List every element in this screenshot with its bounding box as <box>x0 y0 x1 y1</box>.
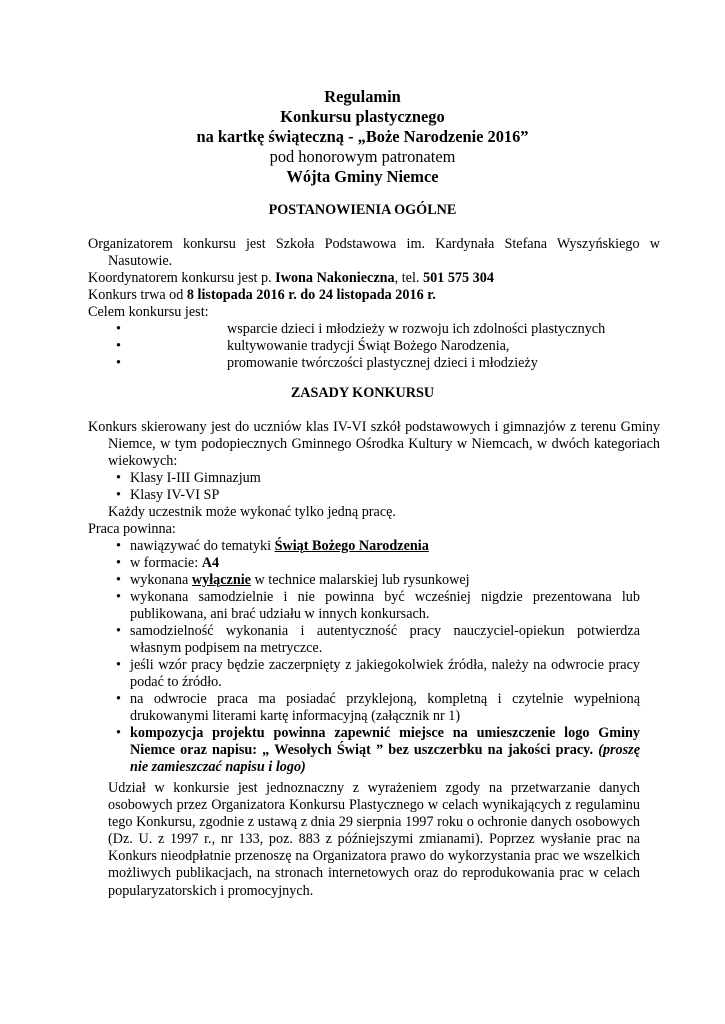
title-regulamin: Regulamin <box>324 87 401 106</box>
goal-intro: Celem konkursu jest: <box>88 304 209 320</box>
goal-bullet-1: • <box>116 321 121 337</box>
category-label-2: Klasy IV-VI SP <box>130 487 220 503</box>
consent-paragraph: Udział w konkursie jest jednoznaczny z wyrażeniem zgody na przetwarzanie danych osobowych przez Organizatora Konkursu Plastycznego w celach wynikających z regulaminu tego Konkursu, zgodnie z ustawą z dnia 29 sierpnia 1997 roku o ochronie danych osobowych (Dz. U. z 1997 r., nr 133, poz. 883 z późniejszymi zmianami). Poprzez wysłanie prac na Konkurs nieodpłatnie przenoszę na Organizatora prawo do wykorzystania prac we wszelkich możliwych publikacjach, na stronach internetowych oraz do reprodukowania prac w celach popularyzatorskich i promocyjnych. <box>108 780 640 899</box>
requirement-3-prefix: wykonana <box>130 572 192 588</box>
category-bullet-1: • <box>116 470 121 486</box>
title-card-theme: na kartkę świąteczną - „Boże Narodzenie 2016” <box>196 127 529 146</box>
goal-item-2: kultywowanie tradycji Świąt Bożego Narodzenia, <box>227 338 510 354</box>
requirement-bullet-7: • <box>116 691 121 707</box>
requirement-bullet-8: • <box>116 725 121 741</box>
section-heading-rules: ZASADY KONKURSU <box>290 385 435 401</box>
contest-intro-paragraph: Konkurs skierowany jest do uczniów klas IV-VI szkół podstawowych i gimnazjów z terenu Gminy Niemce, w tym podopiecznych Gminnego Ośrodka Kultury w Niemcach, w dwóch kategoriach wiekowych: <box>88 419 660 470</box>
category-label-1: Klasy I-III Gimnazjum <box>130 470 261 486</box>
requirement-4-text: wykonana samodzielnie i nie powinna być wcześniej nigdzie prezentowana lub publikowana, ani brać udziału w innych konkursach. <box>130 589 640 623</box>
requirement-3-only: wyłącznie <box>191 572 251 588</box>
section-heading-general: POSTANOWIENIA OGÓLNE <box>268 202 457 218</box>
requirement-6-text: jeśli wzór pracy będzie zaczerpnięty z jakiegokolwiek źródła, należy na odwrocie pracy podać to źródło. <box>130 657 640 691</box>
requirement-3-suffix: w technice malarskiej lub rysunkowej <box>250 572 470 588</box>
one-work-line: Każdy uczestnik może wykonać tylko jedną pracę. <box>108 504 396 520</box>
work-intro: Praca powinna: <box>88 521 176 537</box>
goal-bullet-3: • <box>116 355 121 371</box>
category-bullet-2: • <box>116 487 121 503</box>
duration-prefix: Konkurs trwa od <box>88 287 187 303</box>
requirement-1-prefix: nawiązywać do tematyki <box>130 538 275 554</box>
duration-line <box>88 287 436 304</box>
requirement-7-text: na odwrocie praca ma posiadać przyklejoną, kompletną i czytelnie wypełnioną drukowanymi literami kartę informacyjną (załącznik nr 1) <box>130 691 640 725</box>
requirement-bullet-4: • <box>116 589 121 605</box>
requirement-8-italic: (proszę nie zamieszczać napisu i logo) <box>130 742 640 776</box>
goal-bullet-2: • <box>116 338 121 354</box>
coordinator-name: Iwona Nakonieczna <box>275 270 395 286</box>
duration-dates: 8 listopada 2016 r. do 24 listopada 2016 r. <box>186 287 436 303</box>
goal-item-1: wsparcie dzieci i młodzieży w rozwoju ich zdolności plastycznych <box>227 321 606 337</box>
requirement-2-format: A4 <box>201 555 220 571</box>
organizer-paragraph: Organizatorem konkursu jest Szkoła Podstawowa im. Kardynała Stefana Wyszyńskiego w Nasutowie. <box>88 236 660 270</box>
coordinator-tel-prefix: , tel. <box>394 270 423 286</box>
title-patron: Wójta Gminy Niemce <box>286 167 439 186</box>
coordinator-prefix: Koordynatorem konkursu jest p. <box>88 270 276 286</box>
requirement-bullet-3: • <box>116 572 121 588</box>
title-contest: Konkursu plastycznego <box>280 107 445 126</box>
requirement-bullet-6: • <box>116 657 121 673</box>
requirement-bullet-2: • <box>116 555 121 571</box>
requirement-2-prefix: w formacie: <box>130 555 202 571</box>
requirement-8-bold: kompozycja projektu powinna zapewnić miejsce na umieszczenie logo Gminy Niemce oraz napisu: „ Wesołych Świąt ” bez uszczerbku na jakości pracy. <box>130 725 640 759</box>
requirement-1-topic: Świąt Bożego Narodzenia <box>274 538 429 554</box>
coordinator-line <box>88 270 494 287</box>
requirement-bullet-1: • <box>116 538 121 554</box>
requirement-bullet-5: • <box>116 623 121 639</box>
coordinator-tel: 501 575 304 <box>422 270 494 286</box>
goal-item-3: promowanie twórczości plastycznej dzieci i młodzieży <box>227 355 538 371</box>
title-patronage: pod honorowym patronatem <box>269 147 456 166</box>
requirement-5-text: samodzielność wykonania i autentyczność pracy nauczyciel-opiekun potwierdza własnym podpisem na metryczce. <box>130 623 640 657</box>
